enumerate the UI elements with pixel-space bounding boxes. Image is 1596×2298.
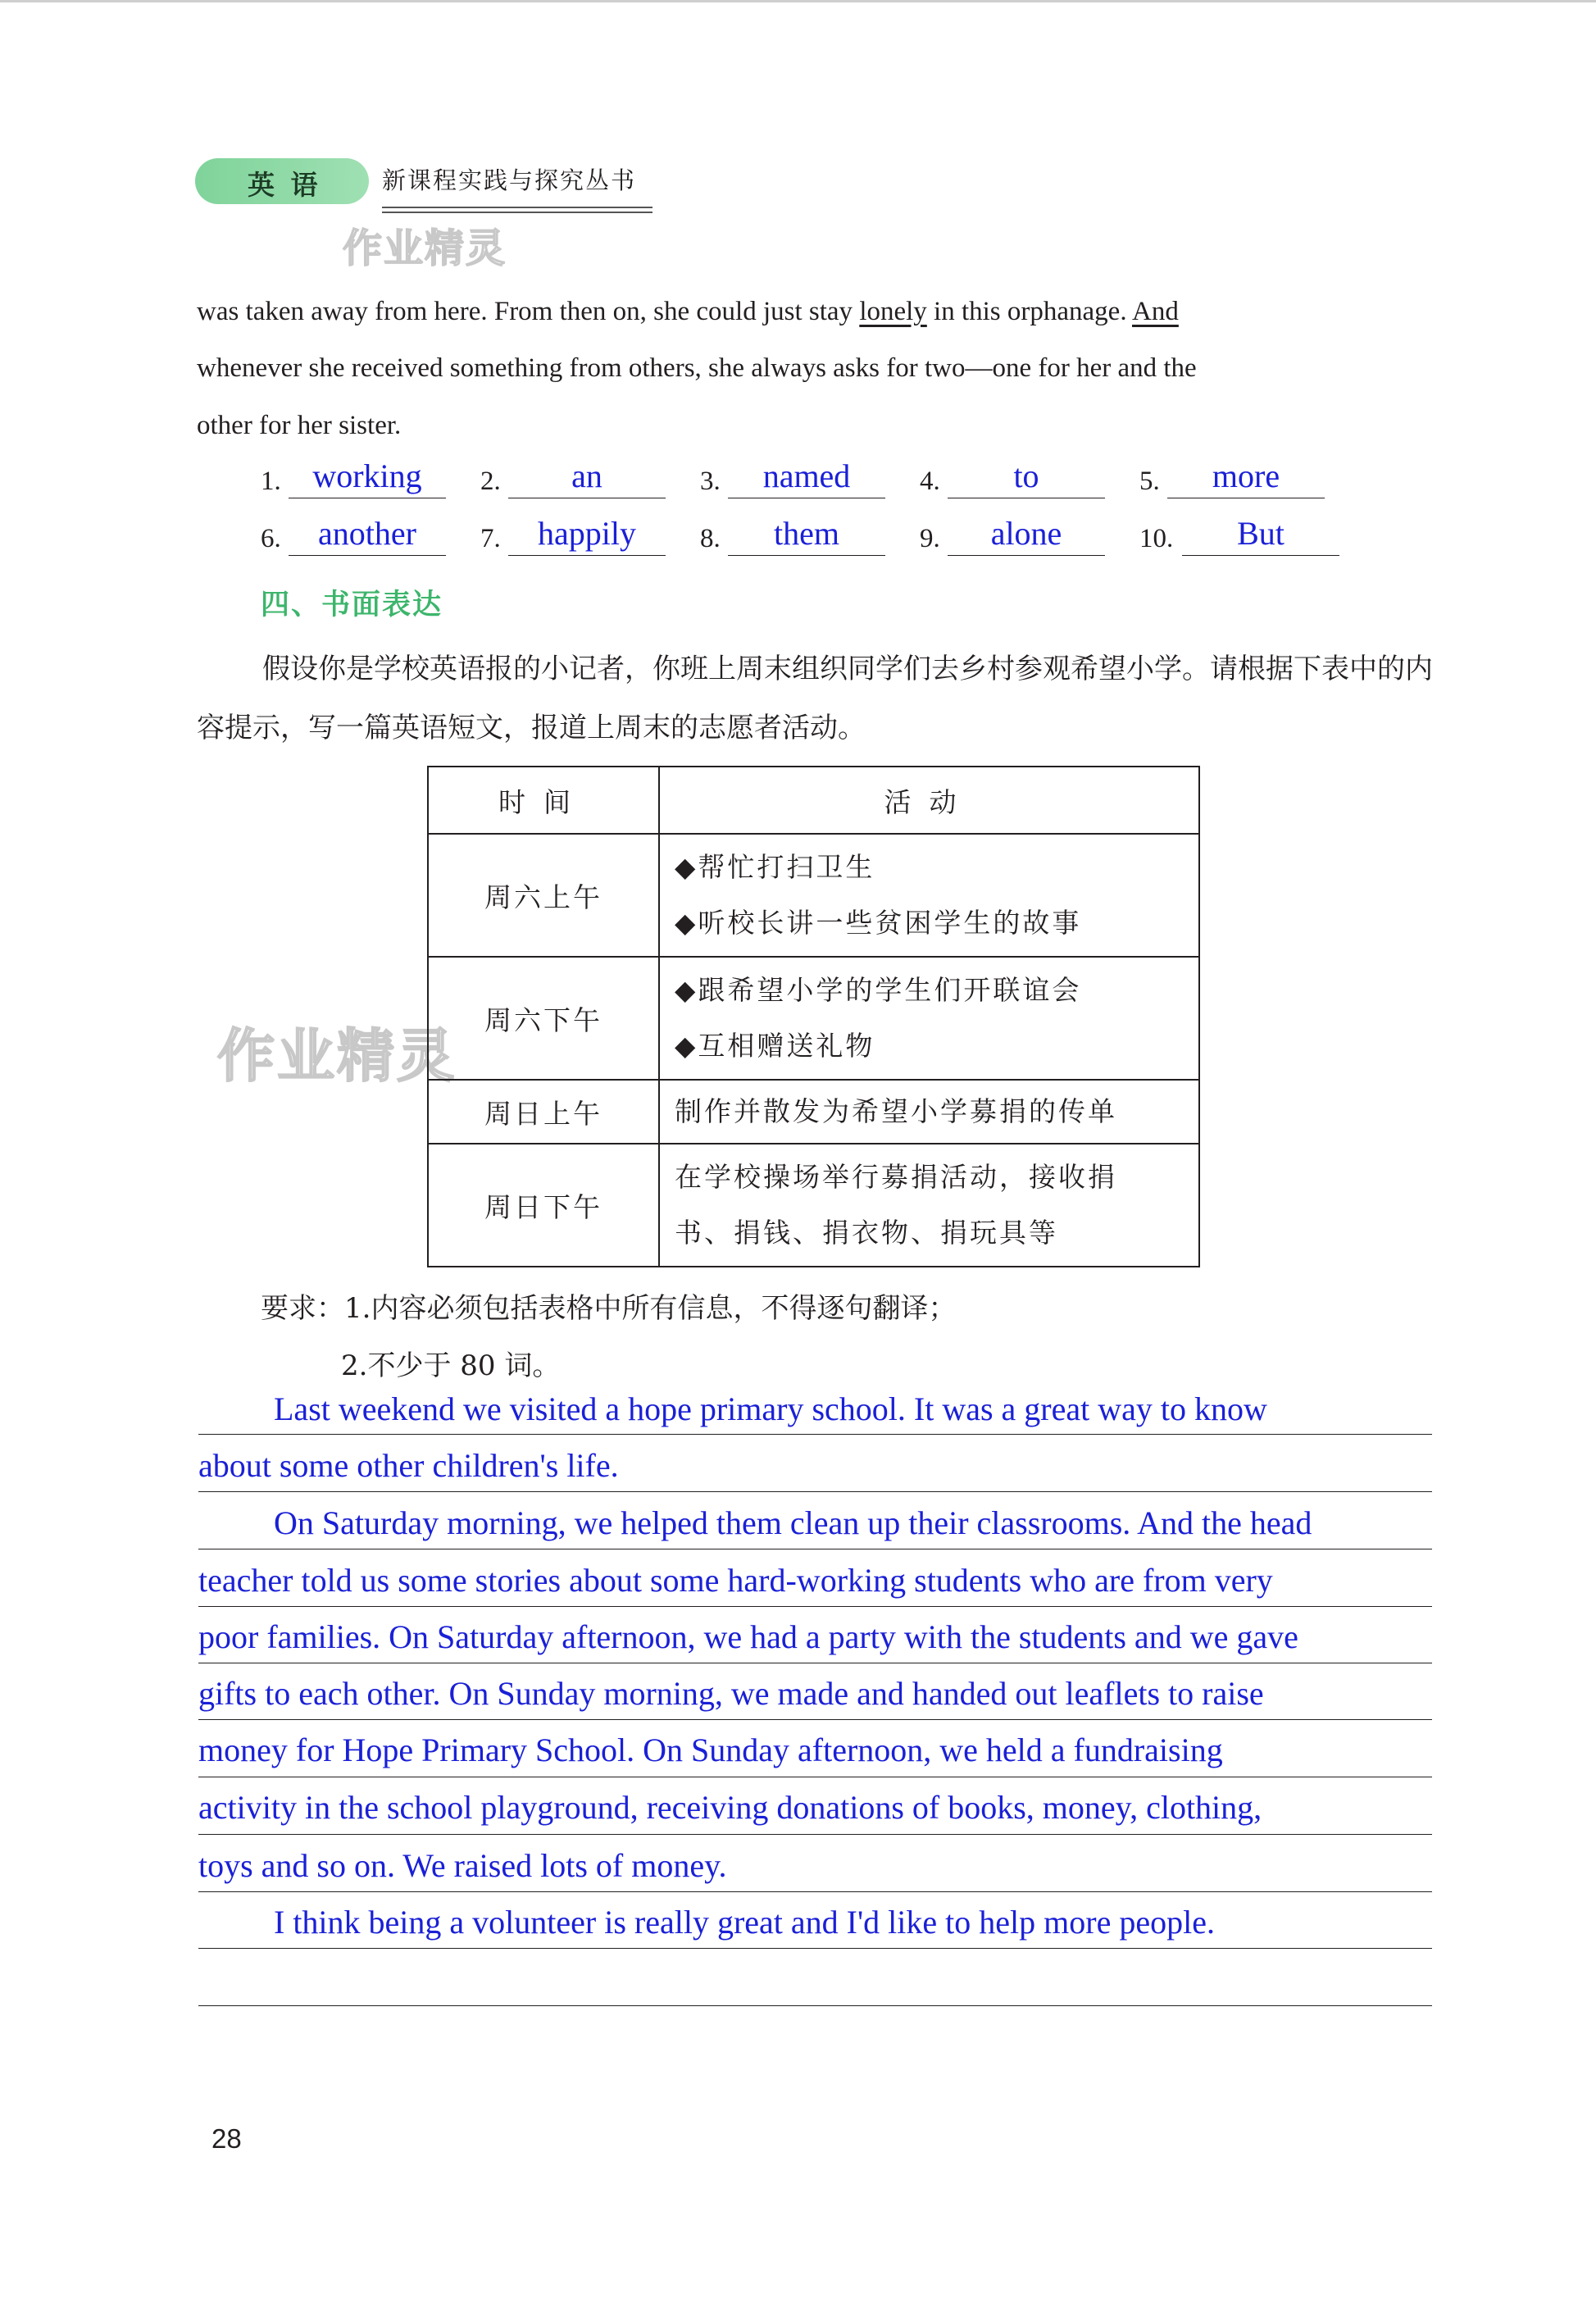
activity-item: ◆听校长讲一些贫困学生的故事: [675, 907, 1082, 939]
writing-rule: [198, 1834, 1432, 1835]
writing-rule: [198, 1606, 1432, 1607]
blank-answer: an: [571, 457, 602, 494]
activity-item: 制作并散发为希望小学募捐的传单: [675, 1095, 1117, 1127]
writing-rule: [198, 1948, 1432, 1949]
essay-line-text: activity in the school playground, receiving donations of books, money, clothing,: [198, 1789, 1262, 1826]
blank-answer: named: [762, 457, 851, 494]
table-row: [428, 957, 1199, 1080]
blank-line: [1182, 555, 1339, 556]
table-row: [428, 1080, 1199, 1144]
essay-line-text: about some other children's life.: [198, 1447, 619, 1484]
writing-rule: [198, 2005, 1432, 2006]
writing-rule: [198, 1434, 1432, 1435]
header-rule: [382, 207, 652, 208]
activity-item: ◆帮忙打扫卫生: [675, 851, 875, 883]
essay-line-text: money for Hope Primary School. On Sunday afternoon, we held a fundraising: [198, 1731, 1223, 1768]
blank-line: [289, 555, 446, 556]
section-title: 四、书面表达: [261, 589, 443, 621]
essay-line-text: I think being a volunteer is really great and I'd like to help more people.: [274, 1904, 1215, 1941]
table-cell-activity: [659, 957, 1199, 1080]
table-row: [428, 834, 1199, 957]
table-cell-activity: [659, 834, 1199, 957]
table-cell-time: 周六下午: [428, 957, 659, 1080]
blank-number: 7.: [480, 524, 501, 553]
table-cell-time: 周日上午: [428, 1080, 659, 1144]
activity-item: ◆互相赠送礼物: [675, 1030, 875, 1062]
page-number: 28: [211, 2123, 242, 2154]
watermark: 作业精灵: [217, 1022, 457, 1090]
blank-answer: alone: [990, 515, 1062, 552]
blank-number: 2.: [480, 466, 501, 496]
blank-number: 3.: [700, 466, 721, 496]
table-cell-time: 周日下午: [428, 1144, 659, 1267]
requirement-line: 要求：1.内容必须包括表格中所有信息，不得逐句翻译；: [261, 1292, 957, 1325]
blank-answer: to: [1013, 457, 1039, 494]
writing-prompt: 假设你是学校英语报的小记者，你班上周末组织同学们去乡村参观希望小学。请根据下表中的内容提示，写一篇英语短文，报道上周末的志愿者活动。: [197, 653, 1433, 744]
blank-number: 1.: [261, 466, 281, 496]
blank-number: 9.: [920, 524, 940, 553]
essay-line-text: poor families. On Saturday afternoon, we had a party with the students and we gave: [198, 1618, 1298, 1655]
passage-line: other for her sister.: [197, 411, 402, 440]
table-cell-activity: [659, 1144, 1199, 1267]
table-row: [428, 1144, 1199, 1267]
passage-line: was taken away from here. From then on, she could just stay lonely in this orphanage. And: [197, 297, 1179, 326]
page-top-border: [0, 0, 1596, 2]
table-cell-time: 周六上午: [428, 834, 659, 957]
blank-answer: another: [318, 515, 416, 552]
table-header-activity: 活动: [659, 767, 1199, 834]
blank-number: 6.: [261, 524, 281, 553]
essay-line-text: On Saturday morning, we helped them clean up their classrooms. And the head: [274, 1504, 1312, 1541]
writing-rule: [198, 1491, 1432, 1492]
table-header-row: [428, 767, 1199, 834]
activity-table: [427, 766, 1200, 1267]
writing-rule: [198, 1891, 1432, 1892]
series-title: 新课程实践与探究丛书: [382, 166, 637, 194]
activity-item: 在学校操场举行募捐活动，接收捐: [675, 1161, 1117, 1193]
blank-number: 4.: [920, 466, 940, 496]
writing-rule: [198, 1719, 1432, 1720]
blank-line: [728, 555, 885, 556]
essay-line-text: gifts to each other. On Sunday morning, we made and handed out leaflets to raise: [198, 1675, 1264, 1712]
blank-answer: But: [1237, 515, 1285, 552]
activity-item: ◆跟希望小学的学生们开联谊会: [675, 974, 1082, 1006]
blank-number: 5.: [1139, 466, 1160, 496]
blank-line: [948, 555, 1105, 556]
header-rule: [382, 212, 652, 213]
essay-line-text: Last weekend we visited a hope primary school. It was a great way to know: [274, 1390, 1267, 1427]
passage-line: whenever she received something from others, she always asks for two—one for her and the: [197, 353, 1197, 383]
watermark: 作业精灵: [343, 225, 507, 271]
subject-label: 英 语: [248, 169, 321, 201]
essay-line-text: toys and so on. We raised lots of money.: [198, 1847, 727, 1884]
blank-number: 10.: [1139, 524, 1174, 553]
blank-answer: working: [312, 457, 422, 494]
blank-line: [508, 555, 666, 556]
blank-number: 8.: [700, 524, 721, 553]
blank-answer: happily: [538, 515, 636, 552]
blank-answer: more: [1212, 457, 1280, 494]
table-header-time: 时间: [428, 767, 659, 834]
blank-answer: them: [774, 515, 839, 552]
essay-line-text: teacher told us some stories about some hard-working students who are from very: [198, 1562, 1273, 1599]
table-cell-activity: [659, 1080, 1199, 1144]
requirement-line: 2.不少于 80 词。: [341, 1349, 561, 1382]
activity-item: 书、捐钱、捐衣物、捐玩具等: [675, 1217, 1058, 1249]
